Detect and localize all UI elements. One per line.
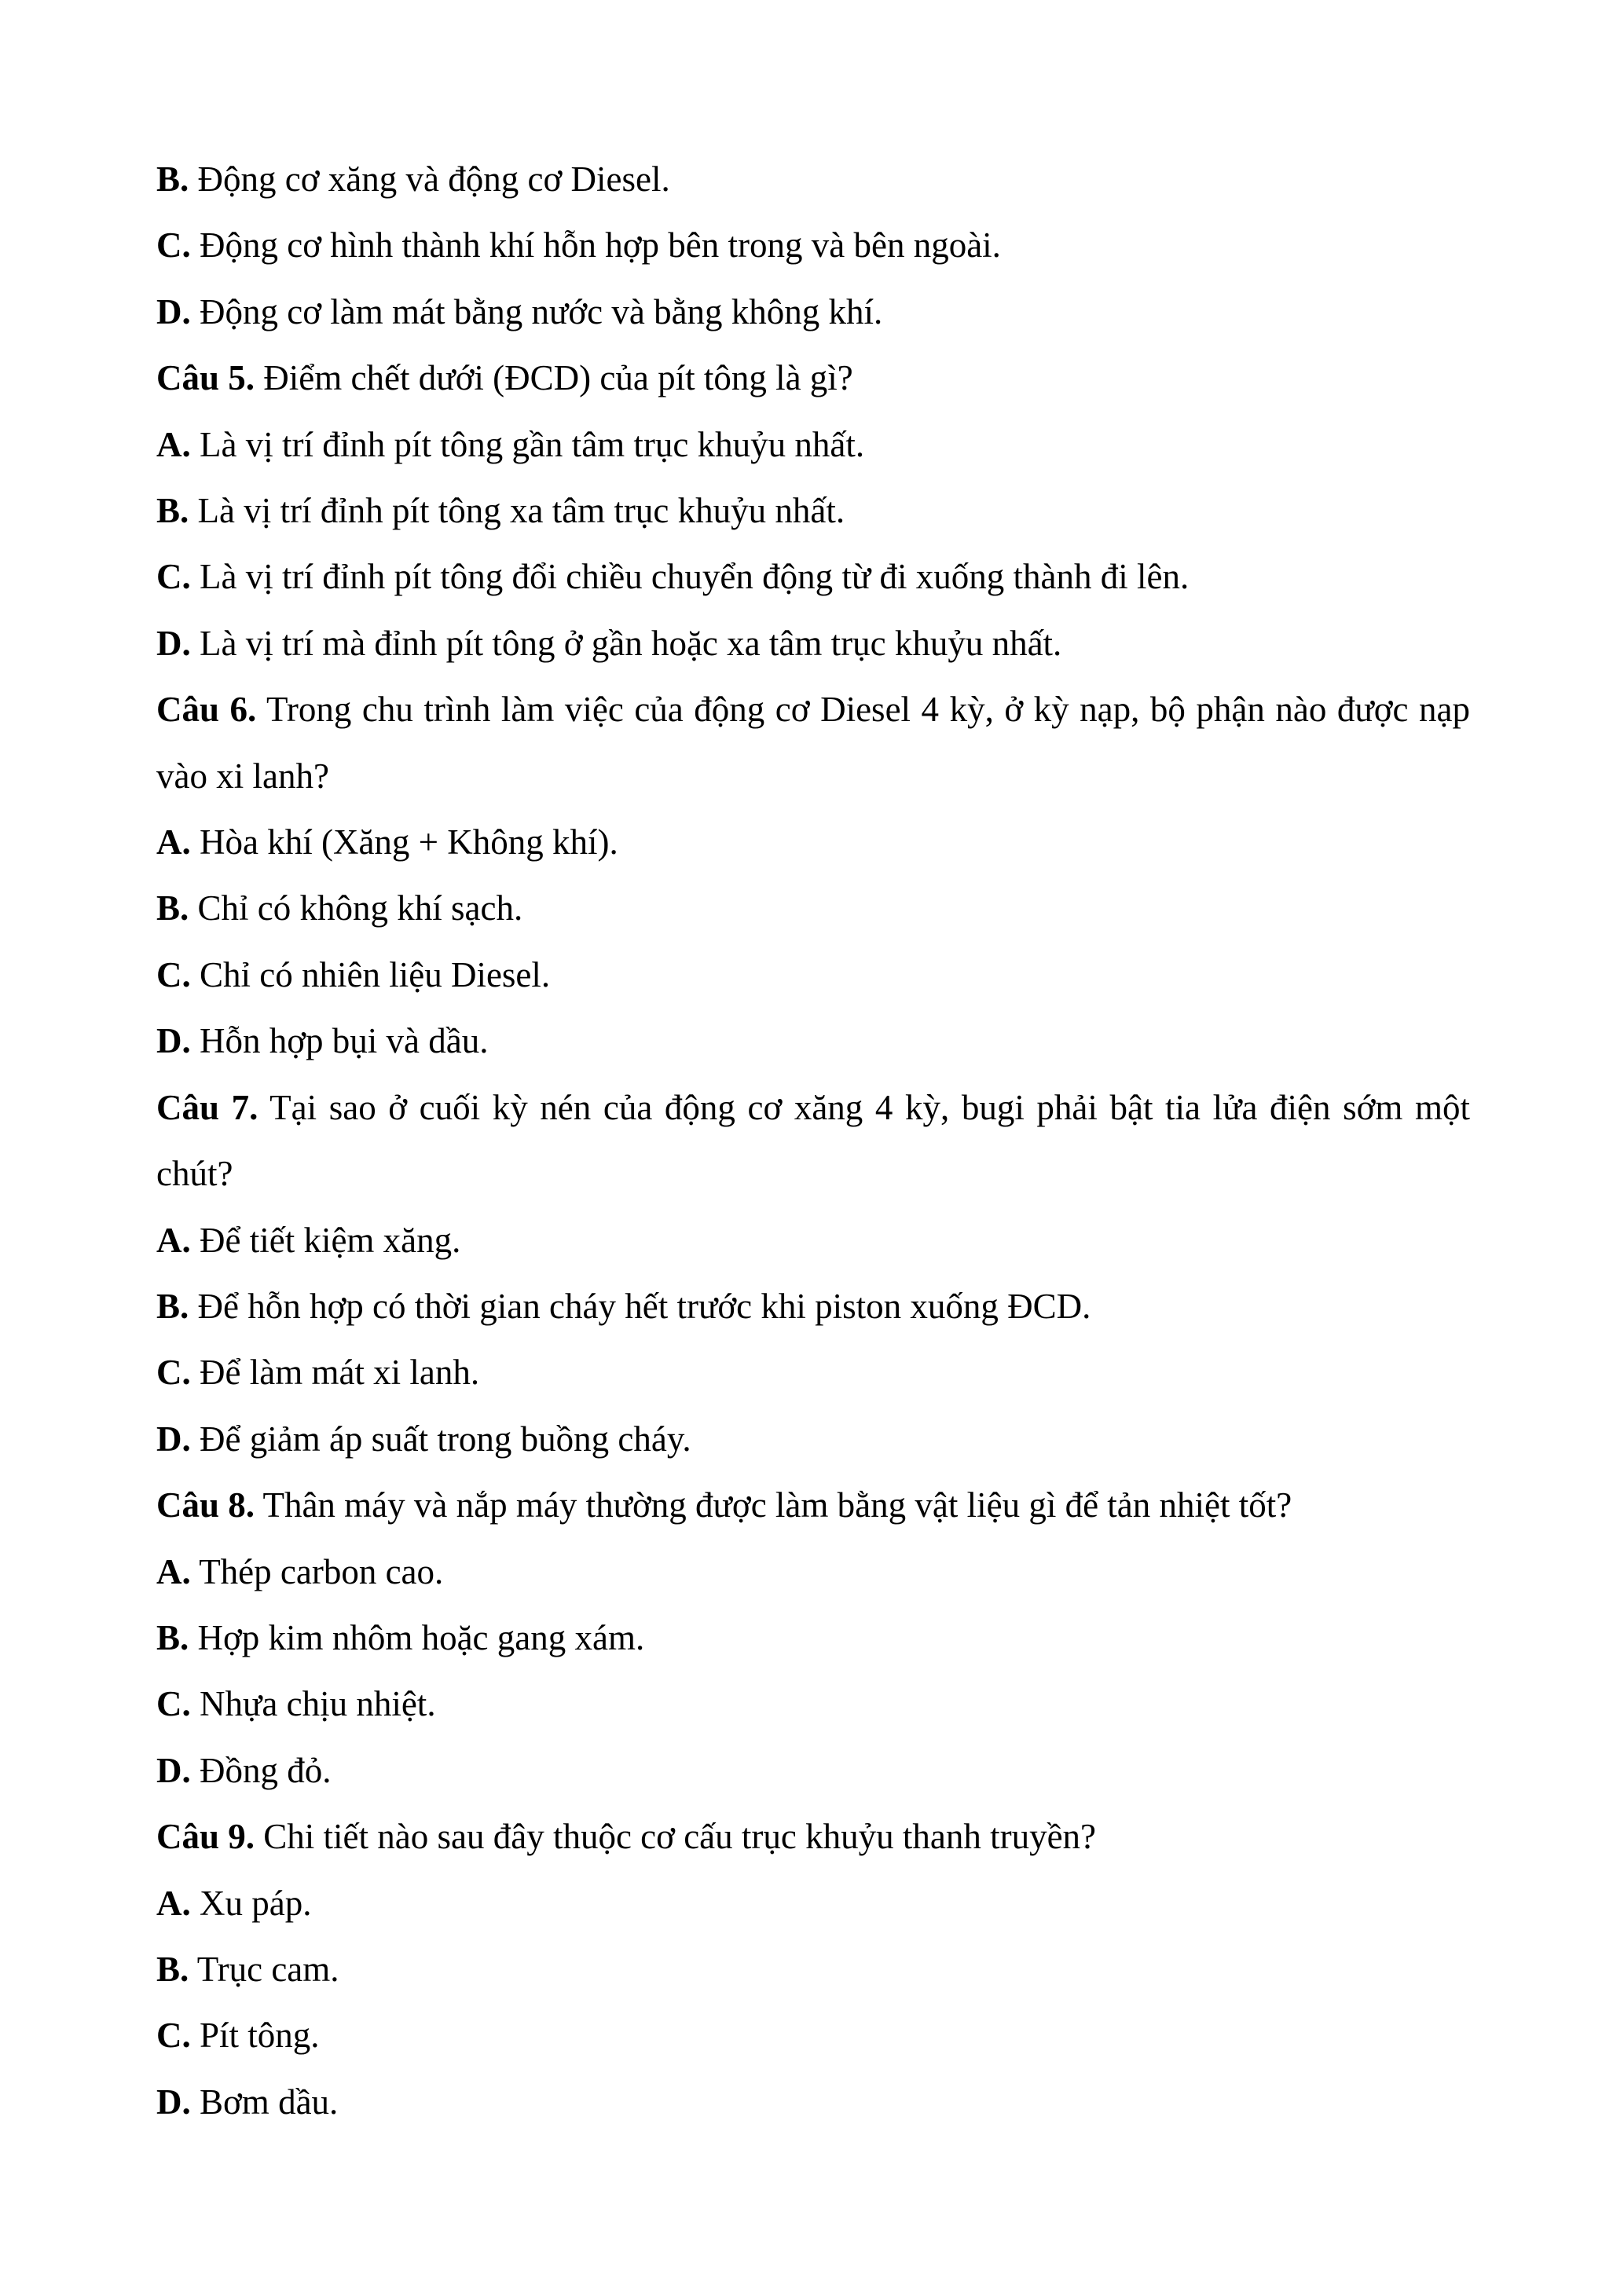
answer-option [156, 1605, 1470, 1671]
question-text: Thân máy và nắp máy thường được làm bằng vật liệu gì để tản nhiệt tốt? [262, 1485, 1292, 1525]
answer-option [156, 875, 1470, 941]
answer-option [156, 1671, 1470, 1737]
answer-option [156, 1273, 1470, 1339]
option-text: Để làm mát xi lanh. [200, 1353, 480, 1393]
question-label: Câu 6. [156, 690, 257, 730]
question-label: Câu 5. [156, 358, 255, 398]
option-label: C. [156, 1353, 191, 1393]
option-text: Là vị trí đỉnh pít tông xa tâm trục khuỷu nhất. [197, 491, 845, 531]
option-text: Là vị trí mà đỉnh pít tông ở gần hoặc xa tâm trục khuỷu nhất. [200, 623, 1062, 663]
option-text: Là vị trí đỉnh pít tông gần tâm trục khuỷu nhất. [200, 424, 865, 464]
answer-option [156, 1339, 1470, 1405]
answer-option [156, 1870, 1470, 1936]
answer-option [156, 1936, 1470, 2002]
answer-option [156, 412, 1470, 478]
option-label: A. [156, 1883, 191, 1923]
option-text: Để tiết kiệm xăng. [200, 1220, 461, 1260]
option-text: Động cơ hình thành khí hỗn hợp bên trong và bên ngoài. [200, 225, 1001, 265]
answer-option [156, 1207, 1470, 1273]
question-label: Câu 7. [156, 1087, 258, 1127]
question-text: Tại sao ở cuối kỳ nén của động cơ xăng 4 kỳ, bugi phải bật tia lửa điện sớm một chút? [156, 1087, 1471, 1194]
answer-option [156, 1738, 1470, 1803]
option-label: C. [156, 2016, 191, 2056]
option-label: B. [156, 888, 189, 928]
answer-option [156, 279, 1470, 345]
option-text: Hợp kim nhôm hoặc gang xám. [197, 1617, 645, 1657]
question-label: Câu 8. [156, 1485, 255, 1525]
question-9 [156, 1803, 1470, 1869]
option-text: Là vị trí đỉnh pít tông đổi chiều chuyển động từ đi xuống thành đi lên. [200, 557, 1190, 597]
option-label: C. [156, 225, 191, 265]
option-label: D. [156, 2082, 191, 2122]
question-text: Chi tiết nào sau đây thuộc cơ cấu trục khuỷu thanh truyền? [263, 1817, 1097, 1857]
question-6 [156, 676, 1470, 809]
option-text: Pít tông. [200, 2016, 320, 2056]
question-text: Trong chu trình làm việc của động cơ Diesel 4 kỳ, ở kỳ nạp, bộ phận nào được nạp vào xi lanh? [156, 690, 1471, 796]
option-text: Nhựa chịu nhiệt. [200, 1684, 436, 1724]
option-label: B. [156, 159, 189, 199]
answer-option [156, 146, 1470, 212]
option-text: Trục cam. [196, 1949, 339, 1989]
option-label: B. [156, 1949, 189, 1989]
option-label: B. [156, 491, 189, 531]
option-label: A. [156, 424, 191, 464]
document-body [156, 146, 1470, 2135]
question-7 [156, 1075, 1470, 1207]
option-label: B. [156, 1286, 189, 1326]
option-label: D. [156, 1419, 191, 1459]
answer-option [156, 1406, 1470, 1472]
option-text: Xu páp. [200, 1883, 312, 1923]
option-text: Bơm dầu. [200, 2082, 339, 2122]
option-text: Để hỗn hợp có thời gian cháy hết trước khi piston xuống ĐCD. [197, 1286, 1091, 1326]
option-label: C. [156, 557, 191, 597]
option-text: Hòa khí (Xăng + Không khí). [200, 822, 618, 862]
answer-option [156, 478, 1470, 544]
option-text: Động cơ xăng và động cơ Diesel. [197, 159, 670, 199]
answer-option [156, 544, 1470, 610]
option-label: C. [156, 1684, 191, 1724]
option-label: C. [156, 954, 191, 994]
answer-option [156, 2069, 1470, 2135]
question-8 [156, 1472, 1470, 1538]
option-label: B. [156, 1617, 189, 1657]
option-text: Chỉ có không khí sạch. [197, 888, 523, 928]
answer-option [156, 610, 1470, 676]
option-label: D. [156, 1021, 191, 1061]
option-label: A. [156, 1551, 191, 1591]
option-text: Thép carbon cao. [199, 1551, 444, 1591]
option-label: D. [156, 291, 191, 331]
answer-option [156, 942, 1470, 1008]
question-label: Câu 9. [156, 1817, 255, 1857]
option-text: Hỗn hợp bụi và dầu. [200, 1021, 489, 1061]
answer-option [156, 809, 1470, 875]
option-text: Động cơ làm mát bằng nước và bằng không khí. [200, 291, 883, 331]
question-text: Điểm chết dưới (ĐCD) của pít tông là gì? [263, 358, 853, 398]
question-5 [156, 345, 1470, 411]
answer-option [156, 212, 1470, 278]
answer-option [156, 1008, 1470, 1074]
option-label: D. [156, 1750, 191, 1790]
option-label: A. [156, 1220, 191, 1260]
option-text: Chỉ có nhiên liệu Diesel. [200, 954, 551, 994]
option-text: Đồng đỏ. [200, 1750, 332, 1790]
answer-option [156, 1539, 1470, 1605]
option-text: Để giảm áp suất trong buồng cháy. [200, 1419, 691, 1459]
answer-option [156, 2002, 1470, 2068]
option-label: D. [156, 623, 191, 663]
option-label: A. [156, 822, 191, 862]
